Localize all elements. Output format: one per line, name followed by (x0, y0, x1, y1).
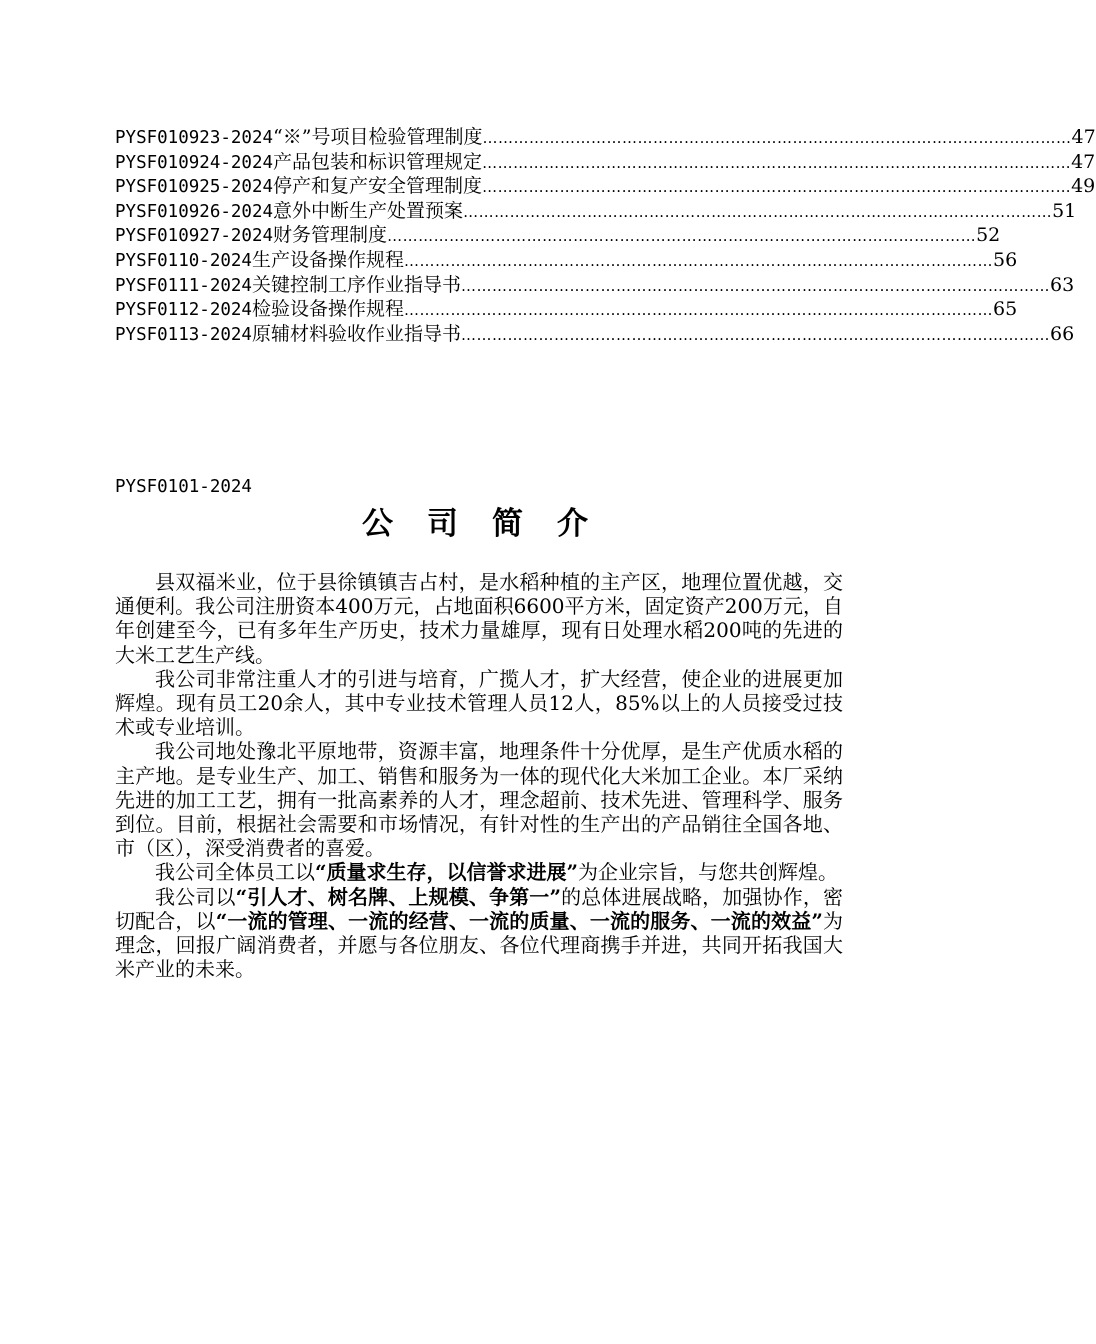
toc-page-number: 66 (1049, 322, 1075, 345)
toc-code: PYSF010927-2024 (115, 226, 274, 247)
toc-title: 原辅材料验收作业指导书 (251, 322, 461, 345)
mission-text-pre: 我公司全体员工以 (155, 860, 315, 885)
strategy-slogan: “引人才、树名牌、上规模、争第一” (235, 884, 561, 909)
company-profile-body (115, 570, 843, 981)
toc-item[interactable] (115, 297, 1018, 322)
toc-item[interactable] (115, 125, 1096, 150)
toc-code: PYSF0110-2024 (115, 250, 252, 271)
toc-item[interactable] (115, 199, 1077, 224)
toc-page-number: 49 (1071, 175, 1096, 198)
strategy-text-pre: 我公司以 (155, 884, 236, 909)
toc-page-number: 52 (976, 224, 1001, 247)
toc-title: 财务管理制度 (273, 224, 388, 247)
toc-leader: …………………………………………………………………………………………………… (460, 276, 1050, 295)
toc-page-number: 47 (1071, 126, 1096, 148)
toc-title: 产品包装和标识管理规定 (273, 150, 483, 173)
toc-code: PYSF0111-2024 (115, 275, 252, 296)
paragraph-talent: 我公司非常注重人才的引进与培育，广揽人才，扩大经营，使企业的进展更加辉煌。现有员工20余人，其中专业技术管理人员12人，85%以上的人员接受过技术或专业培训。 (115, 666, 843, 740)
paragraph-overview: 县双福米业，位于县徐镇镇吉占村，是水稻种植的主产区，地理位置优越，交通便利。我公司注册资本400万元，占地面积6600平方米，固定资产200万元，自年创建至今，已有多年生产历史，技术力量雄厚，现有日处理水稻200吨的先进的大米工艺生产线。 (115, 570, 843, 667)
toc-leader: …………………………………………………………………………………………………… (387, 227, 977, 246)
toc-item[interactable] (115, 273, 1075, 298)
toc-title: 生产设备操作规程 (251, 248, 404, 271)
paragraph-mission (115, 860, 843, 884)
toc-title: 关键控制工序作业指导书 (251, 273, 461, 296)
toc-leader: …………………………………………………………………………………………………… (403, 251, 993, 270)
toc-item[interactable] (115, 248, 1018, 273)
table-of-contents (115, 125, 1096, 346)
toc-leader: …………………………………………………………………………………………………… (482, 153, 1072, 172)
toc-page-number: 47 (1071, 150, 1096, 173)
toc-leader: …………………………………………………………………………………………………… (482, 178, 1072, 197)
document-code: PYSF0101-2024 (115, 477, 252, 497)
paragraph-strategy (115, 885, 843, 982)
strategy-text-post: 为理念，回报广阔消费者，并愿与各位朋友、各位代理商携手并进，共同开拓我国大米产业的未来。 (115, 908, 844, 982)
toc-page-number: 63 (1049, 273, 1075, 296)
toc-item[interactable] (115, 174, 1096, 199)
mission-slogan: “质量求生存，以信誉求进展” (315, 860, 579, 885)
toc-item[interactable] (115, 223, 1001, 248)
toc-title: 意外中断生产处置预案 (273, 199, 464, 222)
toc-page-number: 65 (992, 298, 1018, 321)
toc-page-number: 51 (1052, 199, 1077, 222)
document-title: 公司简介 (362, 506, 622, 542)
toc-code: PYSF010923-2024 (115, 128, 274, 148)
toc-page-number: 56 (992, 248, 1018, 271)
toc-title: 停产和复产安全管理制度 (273, 175, 483, 198)
toc-item[interactable] (115, 150, 1096, 175)
toc-title: 检验设备操作规程 (251, 298, 404, 321)
toc-leader: …………………………………………………………………………………………………… (403, 301, 993, 320)
toc-code: PYSF010926-2024 (115, 201, 274, 222)
toc-code: PYSF0113-2024 (115, 324, 252, 345)
mission-text-post: 为企业宗旨，与您共创辉煌。 (578, 860, 839, 885)
toc-title: “※”号项目检验管理制度 (273, 126, 483, 148)
paragraph-location: 我公司地处豫北平原地带，资源丰富，地理条件十分优厚，是生产优质水稻的主产地。是专业生产、加工、销售和服务为一体的现代化大米加工企业。本厂采纳先进的加工工艺，拥有一批高素养的人才，理念超前、技术先进、管理科学、服务到位。目前，根据社会需要和市场情况，有针对性的生产出的产品销往全国各地、市（区），深受消费者的喜爱。 (115, 739, 843, 861)
toc-item[interactable] (115, 322, 1075, 347)
toc-code: PYSF0112-2024 (115, 300, 252, 321)
toc-leader: …………………………………………………………………………………………………… (482, 129, 1072, 147)
philosophy-slogan: “一流的管理、一流的经营、一流的质量、一流的服务、一流的效益” (215, 908, 823, 933)
toc-code: PYSF010925-2024 (115, 177, 274, 198)
toc-code: PYSF010924-2024 (115, 152, 274, 173)
strategy-text-mid: 的总体进展战略，加强协作，密切配合，以 (115, 884, 844, 933)
toc-leader: …………………………………………………………………………………………………… (460, 325, 1050, 344)
toc-leader: …………………………………………………………………………………………………… (463, 202, 1053, 221)
